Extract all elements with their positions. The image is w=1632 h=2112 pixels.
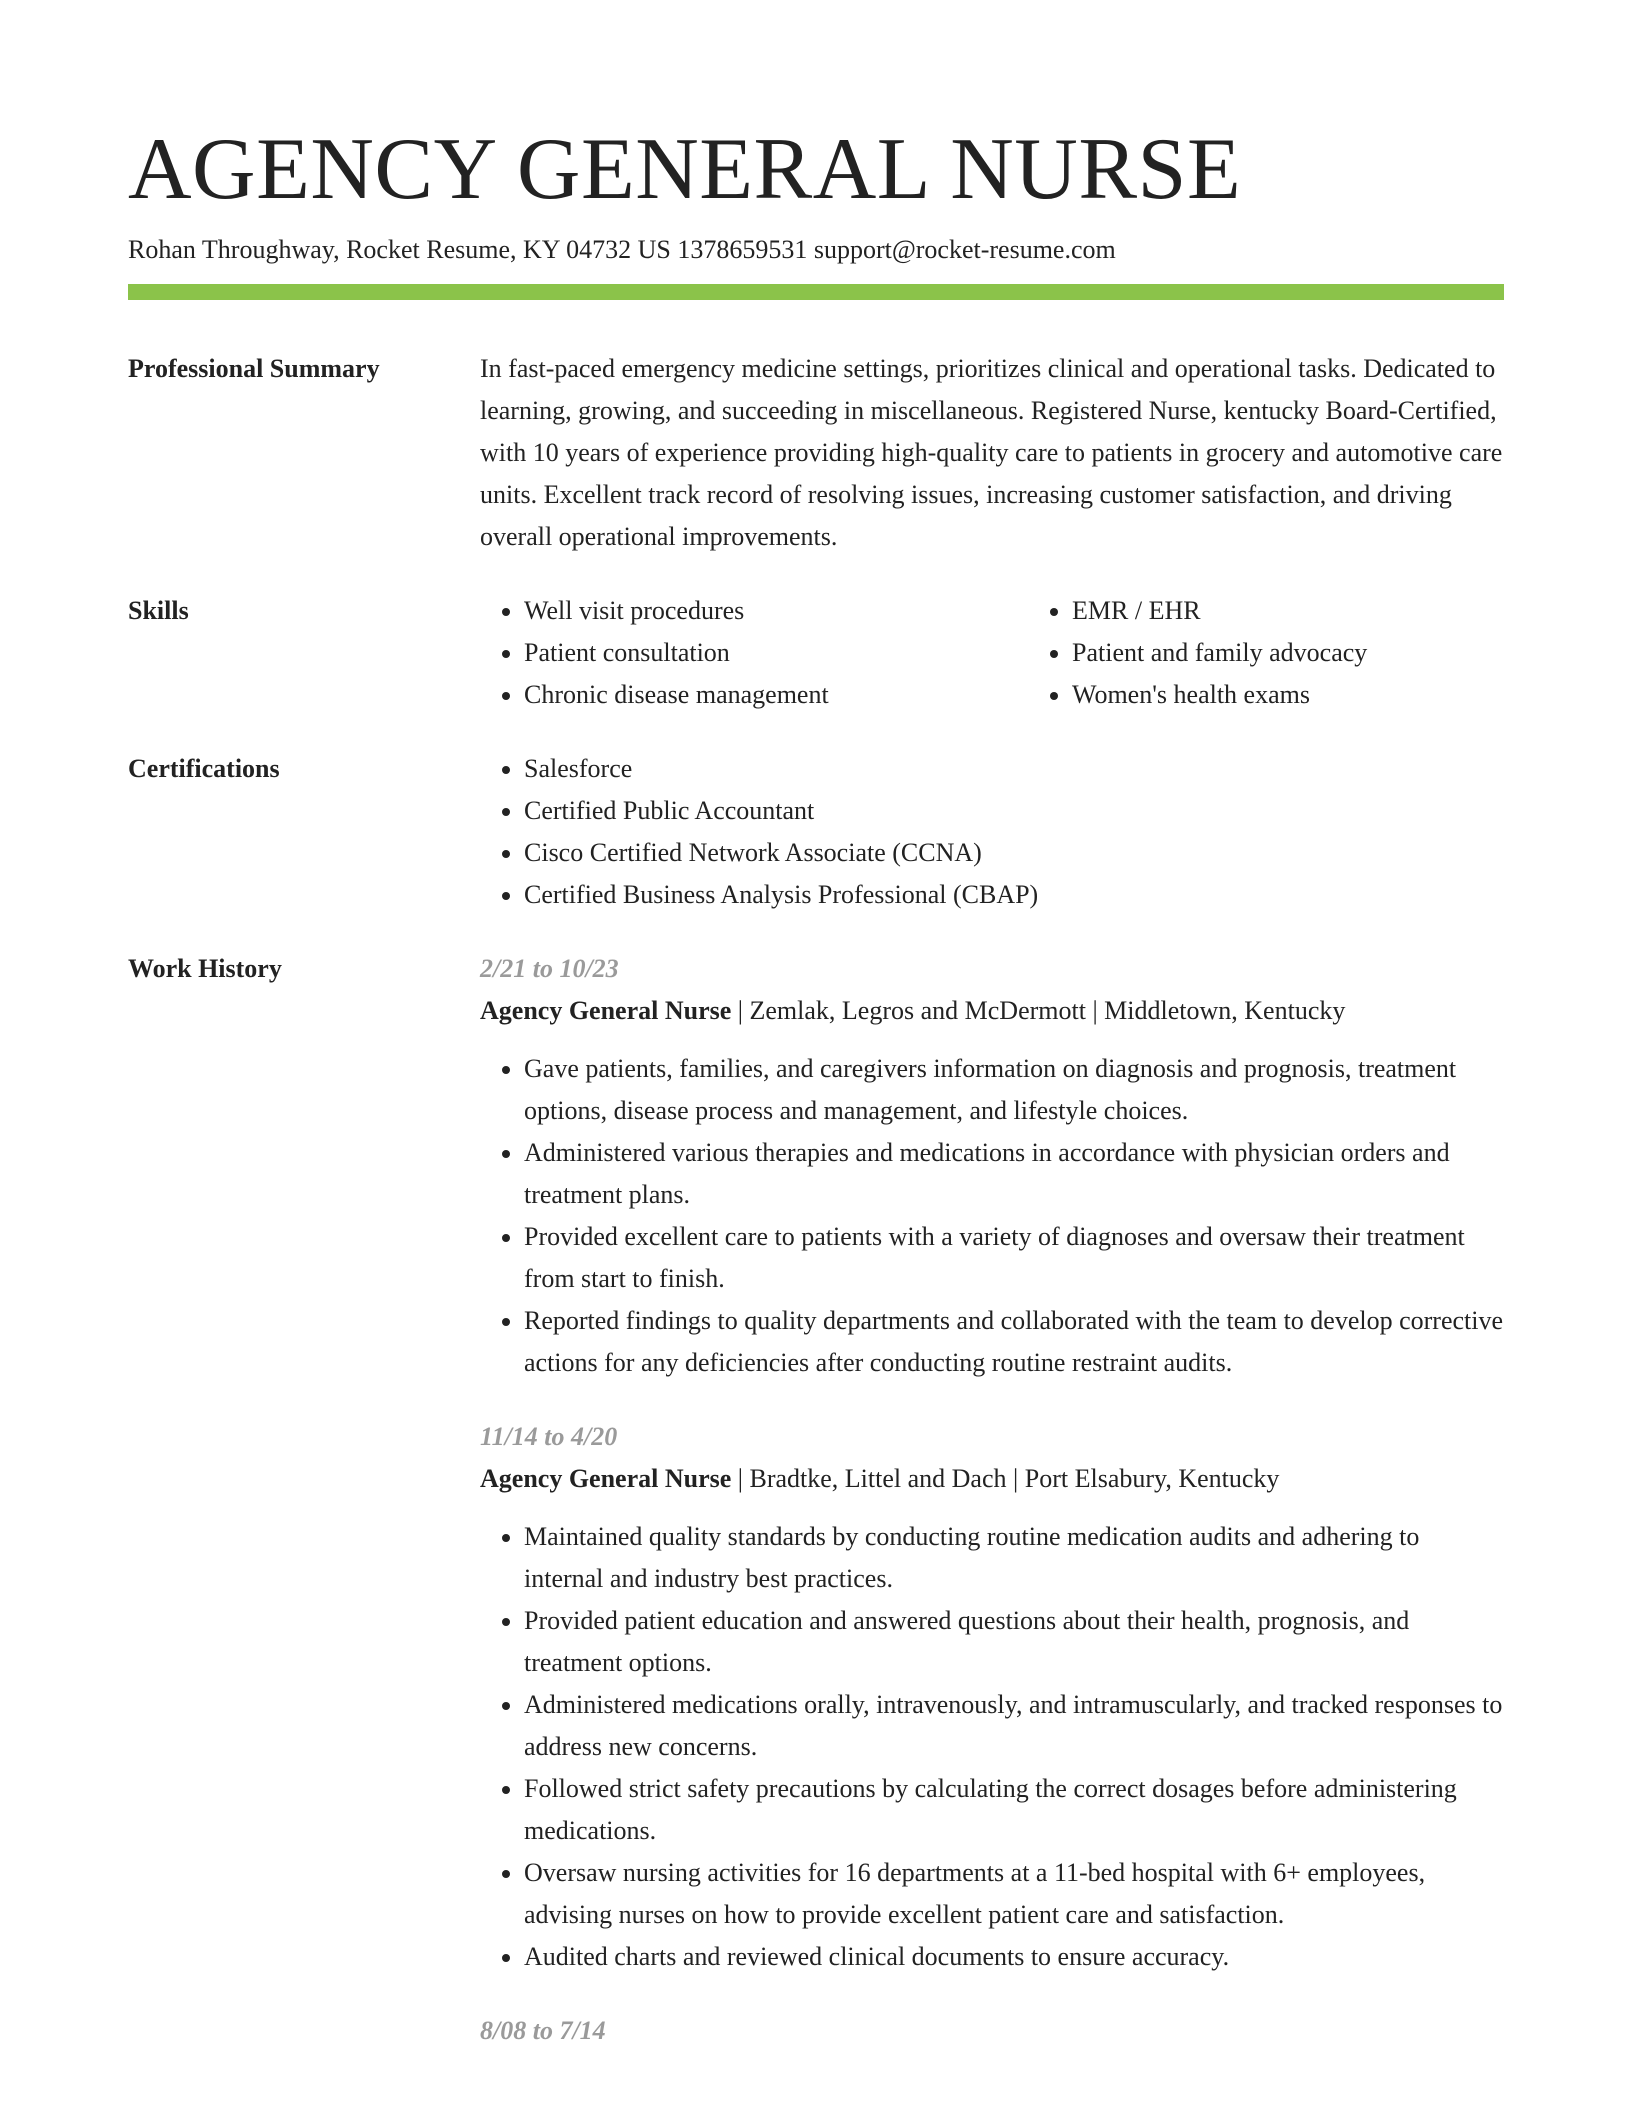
contact-line bbox=[128, 232, 1504, 268]
skill-item: • Patient consultation bbox=[524, 632, 1028, 674]
job-bullet: • Provided excellent care to patients with a variety of diagnoses and oversaw their treatment from start to finish. bbox=[524, 1216, 1504, 1300]
job-dates: 11/14 to 4/20 bbox=[480, 1422, 618, 1451]
skills-section bbox=[128, 590, 1504, 716]
skill-item: • Patient and family advocacy bbox=[1072, 632, 1576, 674]
contact-address: Rohan Throughway, Rocket Resume, KY 04732 US bbox=[128, 235, 671, 264]
job-company: Zemlak, Legros and McDermott bbox=[749, 996, 1086, 1025]
contact-email: support@rocket-resume.com bbox=[813, 235, 1116, 264]
skills-column-2 bbox=[1028, 590, 1576, 716]
job-bullet: • Oversaw nursing activities for 16 departments at a 11-bed hospital with 6+ employees, advising nurses on how to provide excellent patient care and satisfaction. bbox=[524, 1852, 1504, 1936]
candidate-name: AGENCY GENERAL NURSE bbox=[128, 121, 1242, 218]
skill-item: • Women's health exams bbox=[1072, 674, 1576, 716]
skills-column-1 bbox=[480, 590, 1028, 716]
job-bullets bbox=[480, 1048, 1504, 1384]
job-location: Middletown, Kentucky bbox=[1104, 996, 1346, 1025]
certifications-label: Certifications bbox=[128, 754, 280, 783]
resume-page bbox=[128, 120, 1504, 2084]
job-bullet: • Reported findings to quality departments and collaborated with the team to develop corrective actions for any deficiencies after conducting routine restraint audits. bbox=[524, 1300, 1504, 1384]
job-heading: Agency General Nurse | Zemlak, Legros and McDermott | Middletown, Kentucky bbox=[480, 996, 1346, 1025]
job-bullet: • Administered medications orally, intravenously, and intramuscularly, and tracked responses to address new concerns. bbox=[524, 1684, 1504, 1768]
job-dates: 8/08 to 7/14 bbox=[480, 2016, 606, 2045]
certifications-list bbox=[480, 748, 1504, 916]
certification-item: • Certified Public Accountant bbox=[524, 790, 1504, 832]
skill-item: • Chronic disease management bbox=[524, 674, 1028, 716]
skill-item: • EMR / EHR bbox=[1072, 590, 1576, 632]
header-divider bbox=[128, 284, 1504, 300]
work-history-section bbox=[128, 948, 1504, 2084]
summary-label: Professional Summary bbox=[128, 354, 380, 383]
job-entry bbox=[480, 2010, 1504, 2052]
job-bullet: • Administered various therapies and medications in accordance with physician orders and treatment plans. bbox=[524, 1132, 1504, 1216]
contact-phone: 1378659531 bbox=[677, 235, 808, 264]
certification-item: • Certified Business Analysis Professional (CBAP) bbox=[524, 874, 1504, 916]
job-company: Bradtke, Littel and Dach bbox=[749, 1464, 1007, 1493]
job-location: Port Elsabury, Kentucky bbox=[1024, 1464, 1280, 1493]
job-bullet: • Maintained quality standards by conducting routine medication audits and adhering to internal and industry best practices. bbox=[524, 1516, 1504, 1600]
summary-section bbox=[128, 348, 1504, 558]
job-title: Agency General Nurse bbox=[480, 1464, 732, 1493]
skill-item: • Well visit procedures bbox=[524, 590, 1028, 632]
certification-item: • Cisco Certified Network Associate (CCNA) bbox=[524, 832, 1504, 874]
job-heading: Agency General Nurse | Bradtke, Littel and Dach | Port Elsabury, Kentucky bbox=[480, 1464, 1280, 1493]
certifications-section bbox=[128, 748, 1504, 916]
skills-label: Skills bbox=[128, 596, 189, 625]
job-entry bbox=[480, 1416, 1504, 1978]
summary-text: In fast-paced emergency medicine settings, prioritizes clinical and operational tasks. Dedicated to learning, growing, and succeeding in miscellaneous. Registered Nurse, kentucky Board-Certified, with 10 years of experience providing high-quality care to patients in grocery and automotive care units. Excellent track record of resolving issues, increasing customer satisfaction, and driving overall operational improvements. bbox=[480, 354, 1503, 551]
job-bullet: • Gave patients, families, and caregivers information on diagnosis and prognosis, treatment options, disease process and management, and lifestyle choices. bbox=[524, 1048, 1504, 1132]
job-dates: 2/21 to 10/23 bbox=[480, 954, 619, 983]
work-history-label: Work History bbox=[128, 954, 282, 983]
job-bullet: • Provided patient education and answered questions about their health, prognosis, and treatment options. bbox=[524, 1600, 1504, 1684]
job-bullet: • Audited charts and reviewed clinical documents to ensure accuracy. bbox=[524, 1936, 1504, 1978]
certification-item: • Salesforce bbox=[524, 748, 1504, 790]
job-bullet: • Followed strict safety precautions by calculating the correct dosages before administering medications. bbox=[524, 1768, 1504, 1852]
job-entry bbox=[480, 948, 1504, 1384]
job-title: Agency General Nurse bbox=[480, 996, 732, 1025]
job-bullets bbox=[480, 1516, 1504, 1978]
